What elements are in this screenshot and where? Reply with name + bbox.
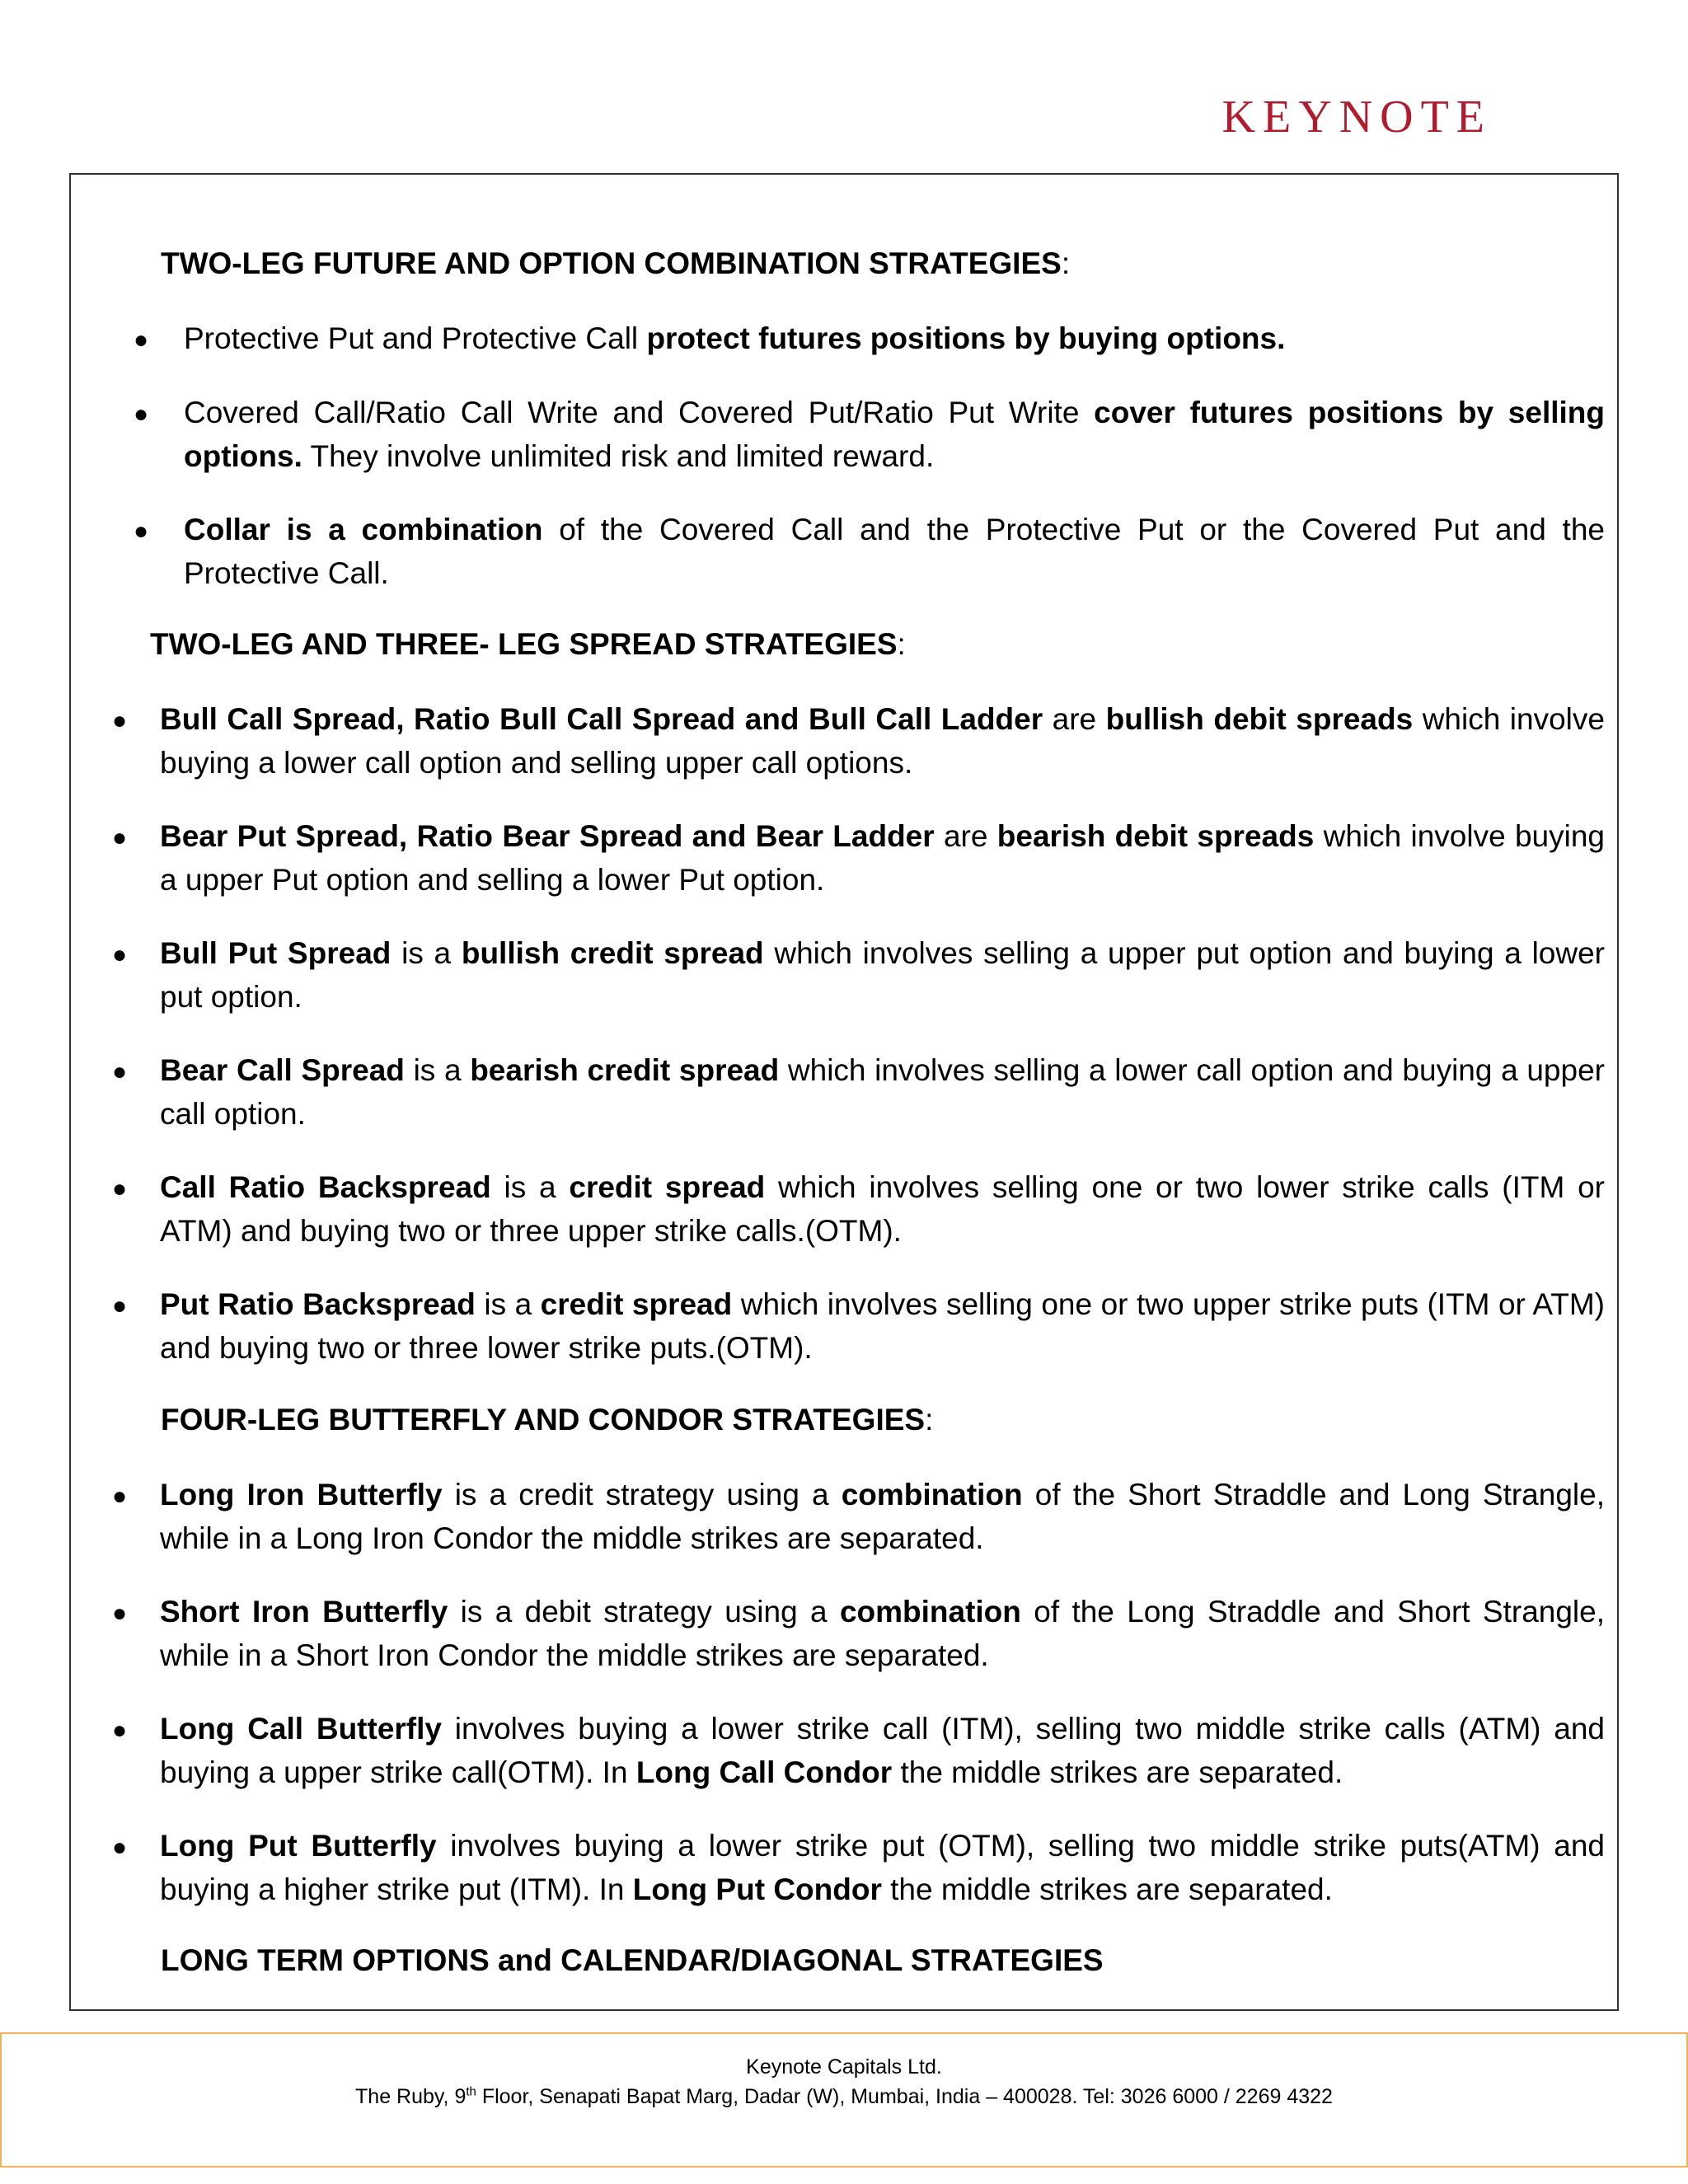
- bullet-dot: ●: [112, 941, 128, 968]
- list-item: [184, 391, 1605, 478]
- heading-text: TWO-LEG FUTURE AND OPTION COMBINATION STRATEGIES: [161, 246, 1062, 280]
- bold-text: bearish credit spread: [470, 1053, 780, 1087]
- bold-text: Long Put Condor: [632, 1872, 882, 1906]
- bullet-dot: ●: [112, 707, 128, 734]
- list-item: [160, 1707, 1605, 1794]
- section-heading-long-term: [161, 1939, 1104, 1982]
- body-text: which involves selling one or two upper strike puts (ITM or ATM) and buying two or three lower strike puts.(OTM).: [160, 1287, 1605, 1365]
- bold-text: protect futures positions by buying options.: [646, 321, 1286, 355]
- bold-text: Bear Put Spread, Ratio Bear Spread and Bear Ladder: [160, 819, 935, 853]
- bold-text: Collar is a combination: [184, 513, 543, 546]
- body-text: They involve unlimited risk and limited reward.: [302, 439, 935, 473]
- list-item: [160, 931, 1605, 1019]
- bold-text: credit spread: [569, 1170, 766, 1204]
- body-text: which involves selling one or two lower strike calls (ITM or ATM) and buying two or three upper strike calls.(OTM).: [160, 1170, 1605, 1248]
- footer-address-part: The Ruby, 9: [355, 2085, 467, 2108]
- footer-address-sup: th: [466, 2084, 476, 2099]
- body-text: of the Short Straddle and Long Strangle, while in a Long Iron Condor the middle strikes are separated.: [160, 1478, 1605, 1555]
- list-item: [160, 1048, 1605, 1136]
- bullet-dot: ●: [112, 1600, 128, 1627]
- bold-text: bullish debit spreads: [1105, 702, 1414, 736]
- footer-address-part: Floor, Senapati Bapat Marg, Dadar (W), Mumbai, India – 400028. Tel: 3026 6000 / 2269 4322: [476, 2085, 1333, 2108]
- bullet-dot: ●: [112, 1175, 128, 1202]
- bold-text: Long Put Butterfly: [160, 1829, 437, 1863]
- body-text: involves buying a lower strike call (ITM), selling two middle strike calls (ATM) and buying a upper strike call(OTM). In: [160, 1712, 1605, 1789]
- bold-text: bearish debit spreads: [996, 819, 1315, 853]
- body-text: is a: [490, 1170, 570, 1204]
- heading-text: FOUR-LEG BUTTERFLY AND CONDOR STRATEGIES: [161, 1403, 926, 1436]
- body-text: is a debit strategy using a: [448, 1595, 840, 1629]
- heading-colon: :: [1061, 246, 1071, 280]
- heading-text: TWO-LEG AND THREE- LEG SPREAD STRATEGIES: [150, 627, 898, 661]
- bullet-dot: ●: [112, 1834, 128, 1861]
- footer: [0, 2032, 1688, 2168]
- bullet-dot: ●: [134, 326, 149, 354]
- bullet-dot: ●: [112, 824, 128, 851]
- body-text: is a: [404, 1053, 471, 1087]
- list-item: [160, 814, 1605, 902]
- body-text: of the Covered Call and the Protective Put or the Covered Put and the Protective Call.: [184, 513, 1605, 590]
- list-item: [160, 1282, 1605, 1370]
- footer-company: Keynote Capitals Ltd.: [746, 2055, 942, 2079]
- section-heading-combination: [161, 242, 1070, 285]
- bold-text: Bull Put Spread: [160, 936, 392, 970]
- bold-text: Short Iron Butterfly: [160, 1595, 448, 1629]
- heading-colon: :: [925, 1403, 934, 1436]
- body-text: involves buying a lower strike put (OTM), selling two middle strike puts(ATM) and buying a higher strike put (ITM). In: [160, 1829, 1606, 1906]
- body-text: Covered Call/Ratio Call Write and Covered Put/Ratio Put Write: [184, 396, 1095, 429]
- body-text: of the Long Straddle and Short Strangle, while in a Short Iron Condor the middle strikes are separated.: [160, 1595, 1605, 1672]
- body-text: is a: [391, 936, 462, 970]
- body-text: which involves selling a lower call option and buying a upper call option.: [160, 1053, 1605, 1131]
- bullet-dot: ●: [112, 1483, 128, 1510]
- body-text: which involves selling a upper put option and buying a lower put option.: [160, 936, 1605, 1014]
- company-logo: KEYNOTE: [1221, 91, 1492, 143]
- bullet-dot: ●: [134, 518, 149, 545]
- list-item: [160, 1165, 1605, 1253]
- list-item: [160, 697, 1605, 785]
- body-text: are: [934, 819, 997, 853]
- body-text: which involve buying a lower call option and selling upper call options.: [160, 702, 1605, 780]
- body-text: is a: [475, 1287, 541, 1321]
- bold-text: Bull Call Spread, Ratio Bull Call Spread and Bull Call Ladder: [160, 702, 1043, 736]
- bold-text: bullish credit spread: [461, 936, 764, 970]
- body-text: Protective Put and Protective Call: [184, 321, 647, 355]
- bullet-dot: ●: [112, 1717, 128, 1744]
- bold-text: Put Ratio Backspread: [160, 1287, 476, 1321]
- section-heading-butterfly: [161, 1399, 933, 1441]
- bullet-dot: ●: [112, 1058, 128, 1085]
- bold-text: Long Iron Butterfly: [160, 1478, 443, 1511]
- heading-text: LONG TERM OPTIONS and CALENDAR/DIAGONAL STRATEGIES: [161, 1943, 1104, 1977]
- heading-colon: :: [897, 627, 906, 661]
- bullet-dot: ●: [112, 1292, 128, 1319]
- bold-text: credit spread: [540, 1287, 733, 1321]
- footer-address: [2, 2083, 1686, 2110]
- list-item: [184, 316, 1605, 360]
- bold-text: cover futures positions by selling options.: [184, 396, 1605, 473]
- body-text: is a credit strategy using a: [442, 1478, 842, 1511]
- bold-text: Long Call Condor: [635, 1755, 893, 1789]
- list-item: [184, 508, 1605, 595]
- body-text: the middle strikes are separated.: [881, 1872, 1333, 1906]
- list-item: [160, 1473, 1605, 1560]
- bold-text: combination: [839, 1595, 1021, 1629]
- list-item: [160, 1824, 1605, 1911]
- bold-text: Call Ratio Backspread: [160, 1170, 491, 1204]
- bullet-dot: ●: [134, 401, 149, 428]
- bold-text: Bear Call Spread: [160, 1053, 405, 1087]
- body-text: are: [1043, 702, 1106, 736]
- list-item: [160, 1590, 1605, 1677]
- body-text: which involve buying a upper Put option and selling a lower Put option.: [160, 819, 1606, 897]
- body-text: the middle strikes are separated.: [892, 1755, 1343, 1789]
- bold-text: Long Call Butterfly: [160, 1712, 442, 1746]
- section-heading-spread: [150, 623, 906, 666]
- bold-text: combination: [841, 1478, 1023, 1511]
